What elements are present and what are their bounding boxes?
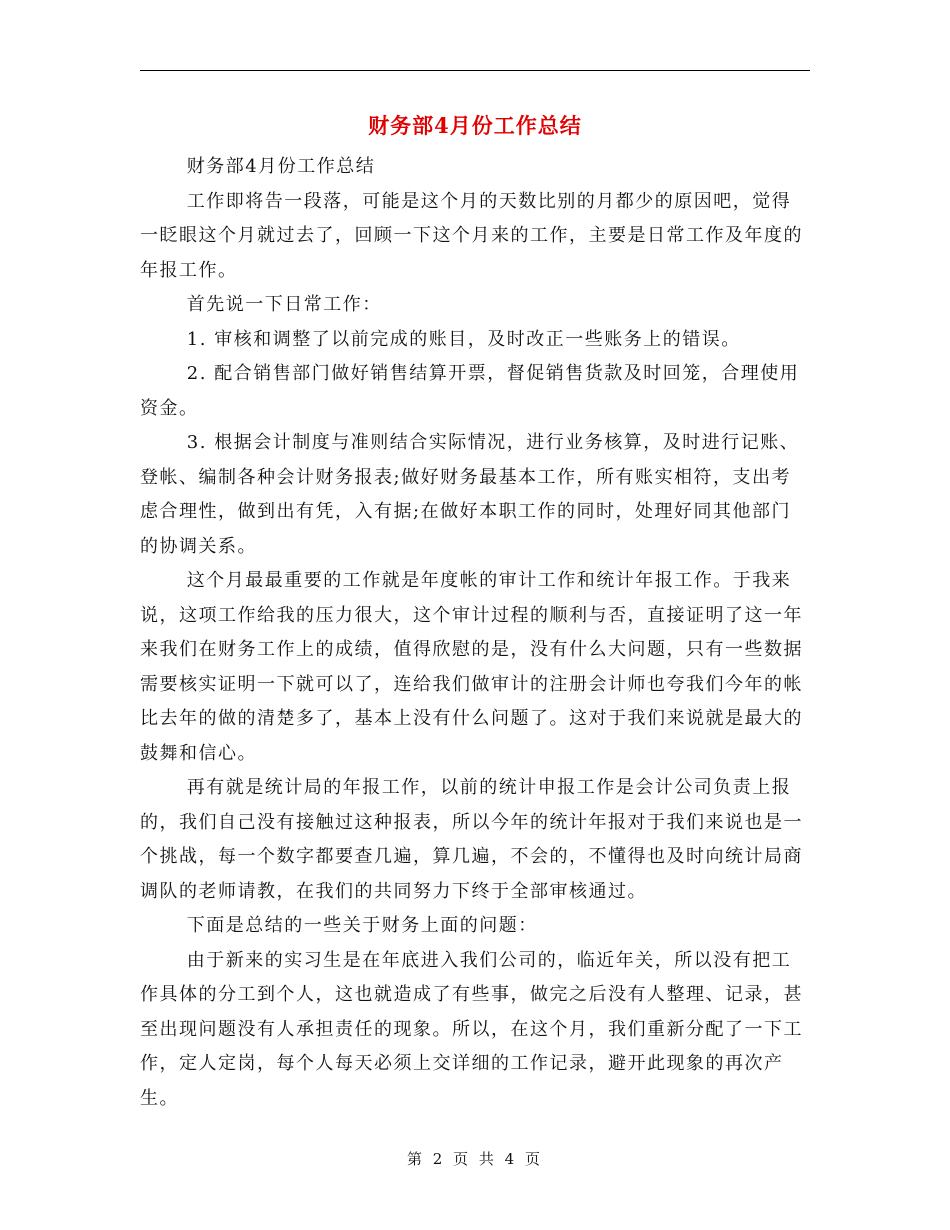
paragraph-item-1: 1. 审核和调整了以前完成的账目，及时改正一些账务上的错误。 — [186, 328, 741, 350]
paragraph-intro: 工作即将告一段落，可能是这个月的天数比别的月都少的原因吧，觉得一眨眼这个月就过去了，回顾一下这个月来的工作，主要是日常工作及年度的年报工作。 — [140, 190, 803, 281]
document-body — [140, 150, 810, 1116]
paragraph-subtitle: 财务部4月份工作总结 — [186, 156, 376, 177]
paragraph-audit: 这个月最最重要的工作就是年度帐的审计工作和统计年报工作。于我来说，这项工作给我的压力很大，这个审计过程的顺利与否，直接证明了这一年来我们在财务工作上的成绩，值得欣慰的是，没有什么大问题，只有一些数据需要核实证明一下就可以了，连给我们做审计的注册会计师也夸我们今年的帐比去年的做的清楚多了，基本上没有什么问题了。这对于我们来说就是最大的鼓舞和信心。 — [140, 570, 803, 764]
paragraph-item-3: 3. 根据会计制度与准则结合实际情况，进行业务核算，及时进行记账、登帐、编制各种会计财务报表;做好财务最基本工作，所有账实相符，支出考虑合理性，做到出有凭，入有据;在做好本职工作的同时，处理好同其他部门的协调关系。 — [140, 432, 800, 557]
paragraph-item-2: 2. 配合销售部门做好销售结算开票，督促销售货款及时回笼，合理使用资金。 — [140, 363, 800, 419]
paragraph-statistics: 再有就是统计局的年报工作，以前的统计申报工作是会计公司负责上报的，我们自己没有接触过这种报表，所以今年的统计年报对于我们来说也是一个挑战，每一个数字都要查几遍，算几遍，不会的，不懂得也及时向统计局商调队的老师请教，在我们的共同努力下终于全部审核通过。 — [140, 777, 803, 902]
header-rule — [140, 70, 810, 71]
page-number: 第 2 页 共 4 页 — [407, 1150, 543, 1168]
paragraph-issues-heading: 下面是总结的一些关于财务上面的问题： — [186, 915, 538, 936]
document-title: 财务部4月份工作总结 — [368, 113, 582, 138]
paragraph-interns: 由于新来的实习生是在年底进入我们公司的，临近年关，所以没有把工作具体的分工到个人，这也就造成了有些事，做完之后没有人整理、记录，甚至出现问题没有人承担责任的现象。所以，在这个月，我们重新分配了一下工作，定人定岗，每个人每天必须上交详细的工作记录，避开此现象的再次产生。 — [140, 949, 803, 1109]
paragraph-daily-work-heading: 首先说一下日常工作： — [186, 294, 382, 315]
